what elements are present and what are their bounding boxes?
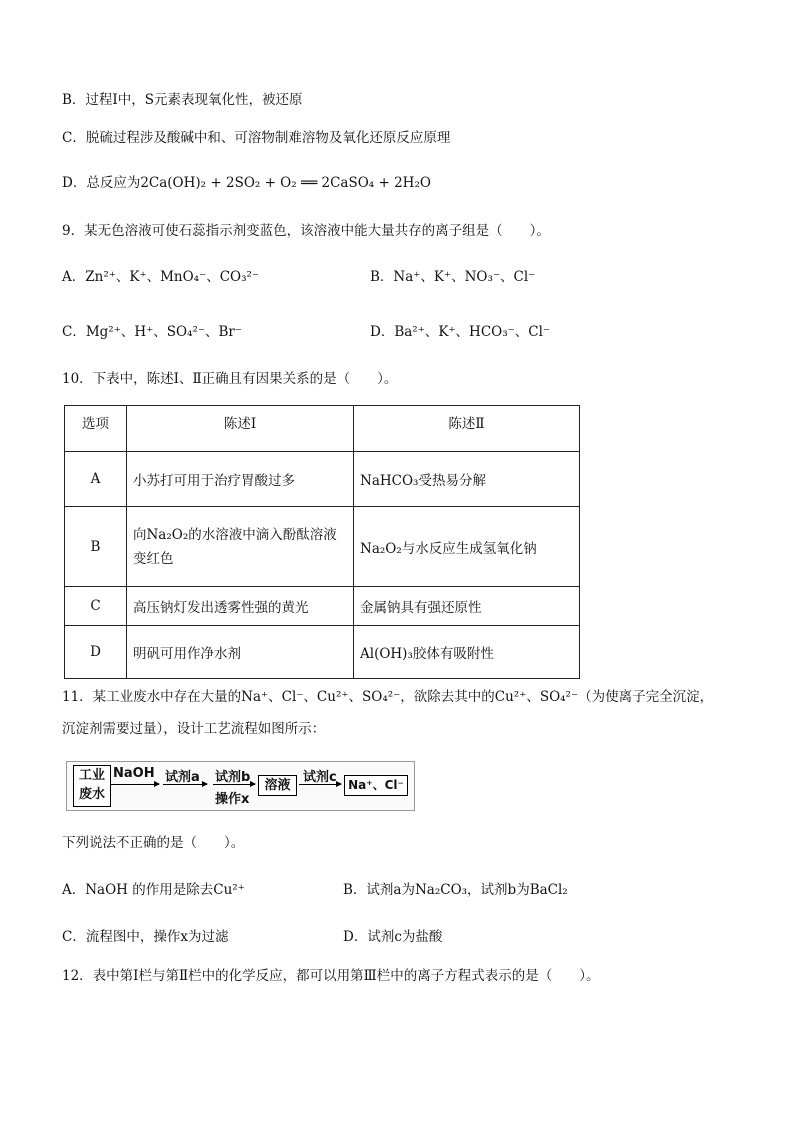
- flow-arrow-4: [299, 784, 341, 785]
- q11-stem-line-2: 沉淀剂需要过量），设计工艺流程如图所示：: [62, 721, 326, 737]
- q11-process-flowchart: [66, 761, 415, 811]
- q9-option-c: C．Mg²⁺、H⁺、SO₄²⁻、Br⁻: [62, 324, 242, 340]
- flow-label-naoh: NaOH: [113, 766, 155, 781]
- flow-arrow-2: [163, 784, 207, 785]
- q9-option-b: B．Na⁺、K⁺、NO₃⁻、Cl⁻: [370, 269, 536, 285]
- q11-stem-line-1: 11．某工业废水中存在大量的Na⁺、Cl⁻、Cu²⁺、SO₄²⁻，欲除去其中的Cu²⁺、SO₄²⁻（为使离子完全沉淀，: [62, 689, 714, 705]
- flow-box-wastewater: [73, 765, 111, 807]
- row-statement-1: 高压钠灯发出透雾性强的黄光: [127, 587, 354, 626]
- q9-option-a: A．Zn²⁺、K⁺、MnO₄⁻、CO₃²⁻: [62, 269, 260, 285]
- q8-option-d: [62, 173, 431, 193]
- row-statement-1: 向Na₂O₂的水溶液中滴入酚酞溶液变红色: [127, 507, 354, 587]
- q8-option-c: C．脱硫过程涉及酸碱中和、可溶物制难溶物及氧化还原反应原理: [62, 130, 451, 146]
- flow-arrow-1: [111, 784, 159, 785]
- row-option: D: [65, 626, 127, 679]
- flow-box-result: Na⁺、Cl⁻: [344, 775, 408, 796]
- q9-option-d: D．Ba²⁺、K⁺、HCO₃⁻、Cl⁻: [370, 324, 551, 340]
- q11-option-c: C．流程图中，操作x为过滤: [62, 929, 229, 945]
- header-statement-2: 陈述Ⅱ: [354, 406, 580, 452]
- flow-box-wastewater-line-1: 工业: [78, 768, 105, 783]
- row-statement-1: 小苏打可用于治疗胃酸过多: [127, 452, 354, 507]
- table-row: [65, 452, 580, 507]
- q9-stem: 9．某无色溶液可使石蕊指示剂变蓝色，该溶液中能大量共存的离子组是（ ）。: [62, 223, 550, 239]
- row-statement-2: 金属钠具有强还原性: [354, 587, 580, 626]
- flow-label-reagent-a: 试剂a: [165, 770, 200, 785]
- row-statement-2: Al(OH)₃胶体有吸附性: [354, 626, 580, 679]
- q8-option-d-equation: 2Ca(OH)₂ + 2SO₂ + O₂ ══ 2CaSO₄ + 2H₂O: [140, 175, 431, 191]
- row-statement-2: NaHCO₃受热易分解: [354, 452, 580, 507]
- q10-stem: 10．下表中，陈述Ⅰ、Ⅱ正确且有因果关系的是（ ）。: [62, 371, 398, 387]
- flow-label-operation-x: 操作x: [215, 792, 250, 807]
- q10-table: [64, 405, 580, 679]
- row-statement-2: Na₂O₂与水反应生成氢氧化钠: [354, 507, 580, 587]
- q11-prompt: 下列说法不正确的是（ ）。: [62, 835, 245, 851]
- row-statement-1: 明矾可用作净水剂: [127, 626, 354, 679]
- table-row: [65, 507, 580, 587]
- flow-label-reagent-c: 试剂c: [303, 770, 337, 785]
- flow-label-reagent-b: 试剂b: [215, 770, 251, 785]
- q11-option-a: A．NaOH 的作用是除去Cu²⁺: [62, 882, 245, 898]
- q11-option-b: B．试剂a为Na₂CO₃，试剂b为BaCl₂: [343, 882, 568, 898]
- row-option: C: [65, 587, 127, 626]
- table-row: [65, 587, 580, 626]
- header-option: 选项: [65, 406, 127, 452]
- header-statement-1: 陈述Ⅰ: [127, 406, 354, 452]
- q12-stem: 12．表中第Ⅰ栏与第Ⅱ栏中的化学反应，都可以用第Ⅲ栏中的离子方程式表示的是（ ）。: [62, 968, 600, 984]
- flow-arrow-3: [213, 784, 255, 785]
- row-option: A: [65, 452, 127, 507]
- flow-box-wastewater-line-2: 废水: [78, 787, 105, 802]
- flow-box-solution: 溶液: [258, 775, 297, 796]
- table-row: [65, 626, 580, 679]
- q8-option-b: B．过程Ⅰ中，S元素表现氧化性，被还原: [62, 92, 303, 108]
- q8-option-d-prefix: D．总反应为: [62, 175, 141, 191]
- row-option: B: [65, 507, 127, 587]
- table-header-row: [65, 406, 580, 452]
- q11-option-d: D．试剂c为盐酸: [343, 929, 443, 945]
